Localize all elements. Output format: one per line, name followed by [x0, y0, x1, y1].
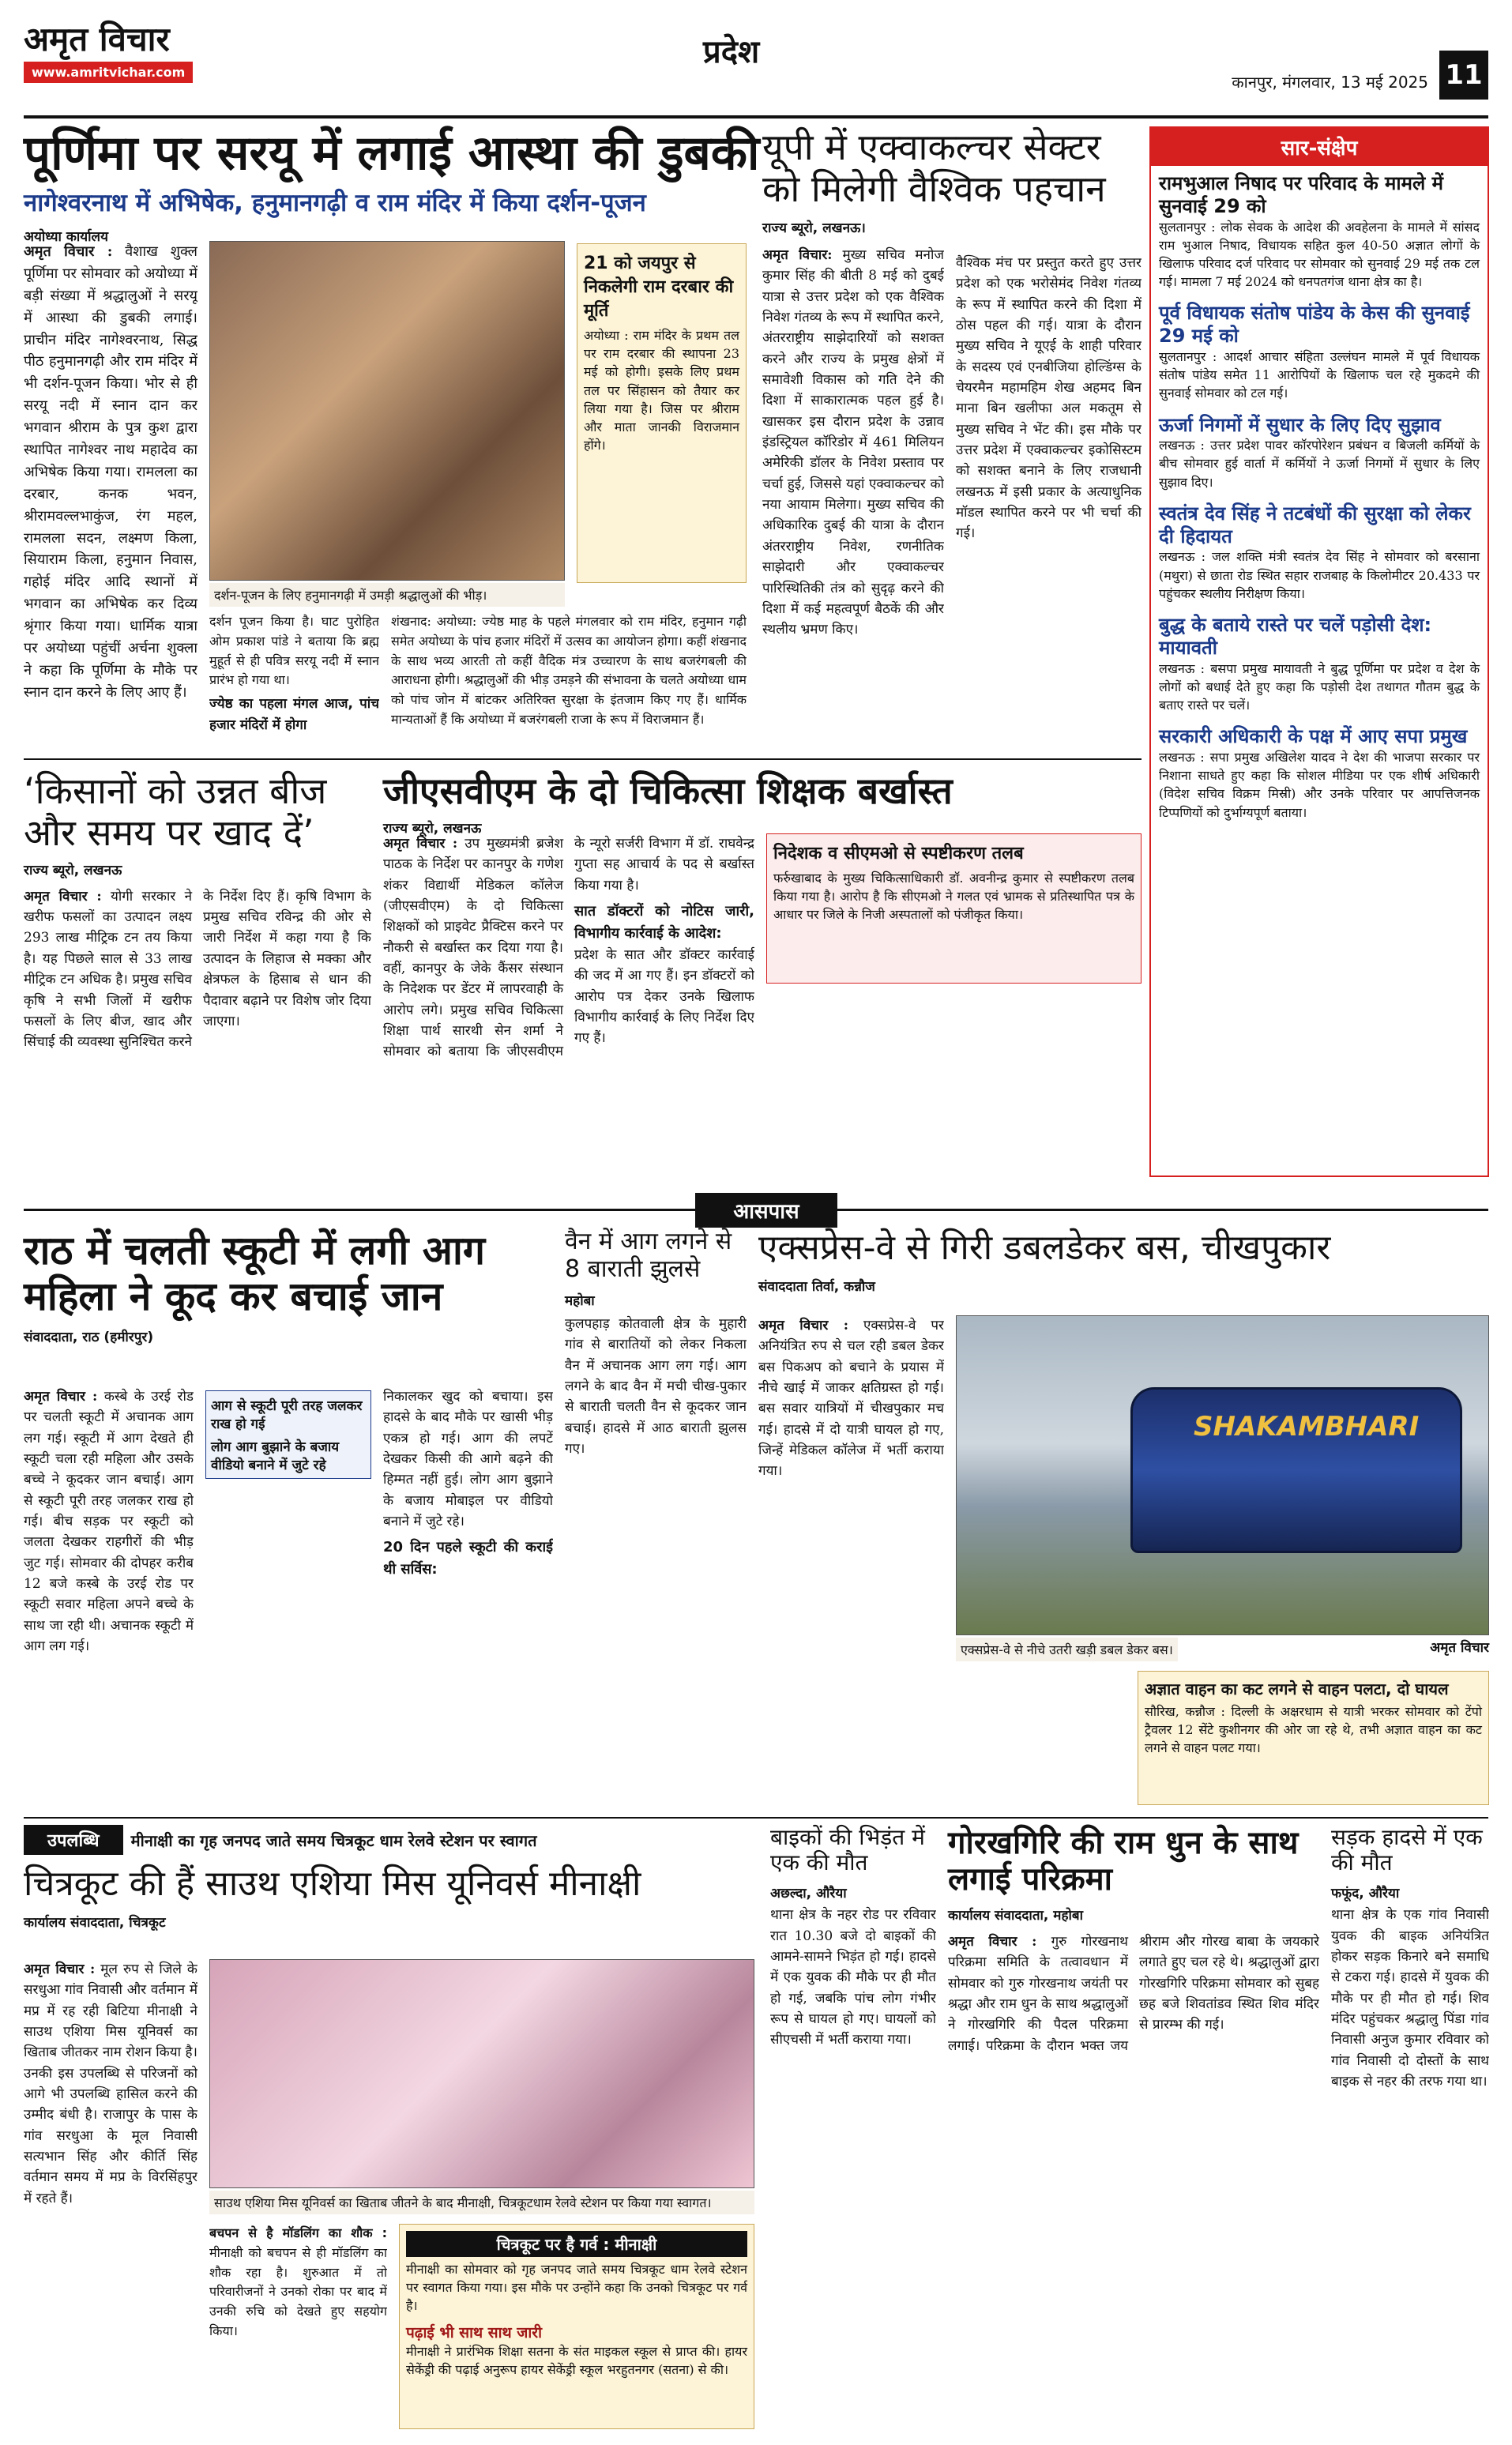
- sidebar-item: [1159, 614, 1480, 714]
- bus-text: एक्सप्रेस-वे पर अनियंत्रित रुप से चल रही डबल डेकर बस पिकअप को बचाने के प्रयास में नीचे खाई में जाकर क्षतिग्रस्त हो गई। बस सवार यात्रियों में चीखपुकार मच गई। हादसे में दो यात्री घायल हो गए, जिन्हें मेडिकल कॉलेज में भर्ती कराया गया।: [758, 1318, 944, 1480]
- upalabdhi-body: [24, 1959, 197, 2429]
- bus-body: [758, 1315, 944, 1805]
- kisan-story: [24, 770, 371, 1181]
- page-number: 11: [1439, 51, 1488, 100]
- aaspaas-label: आसपास: [695, 1193, 837, 1228]
- gsvm-text: उप मुख्यमंत्री ब्रजेश पाठक के निर्देश पर कानपुर के गणेश शंकर विद्यार्थी मेडिकल कॉलेज (जीएसवीएम) के दो चिकित्सा शिक्षकों को प्राइवेट प्रैक्टिस करने पर नौकरी से बर्खास्त कर दिया गया है। वहीं, कानपुर के जेके कैंसर संस्थान के निदेशक पर डेंटर में लापरवाही के आरोप लगे। प्रमुख सचिव चिकित्सा शिक्षा पार्थ सारथी सेन शर्मा ने सोमवार को बताया कि जीएसवीएम के न्यूरो सर्जरी विभाग में डॉ. राघवेन्द्र गुप्ता सह आचार्य के पद से बर्खास्त किया गया है।: [383, 836, 754, 1060]
- bike-headline: बाइकों की भिड़ंत में एक की मौत: [770, 1824, 925, 1876]
- sidebar-item-body: सुलतानपुर : लोक सेवक के आदेश की अवहेलना के मामले में सांसद राम भुआल निषाद, विधायक सहित कुल 40-50 अज्ञात लोगों के खिलाफ परिवाद दर्ज परिवाद पर सोमवार को सुनवाई 29 मई तक टल गई। मामला 7 मई 2024 को धनपतगंज थाना क्षेत्र का है।: [1159, 219, 1480, 290]
- sidebar-item-body: लखनऊ : बसपा प्रमुख मायावती ने बुद्ध पूर्णिमा पर प्रदेश व देश के लोगों को बधाई देते हुए कहा कि पड़ोसी देश तथागत गौतम बुद्ध के बताए रास्ते पर चलें।: [1159, 660, 1480, 713]
- sidebar-item-body: लखनऊ : जल शक्ति मंत्री स्वतंत्र देव सिंह ने सोमवार को बरसाना (मथुरा) से छाता रोड स्थित सहार राजबाह के किलोमीटर 20.433 पर पहुंचकर स्थलीय निरीक्षण किया।: [1159, 549, 1480, 601]
- sidebar-item: [1159, 502, 1480, 603]
- inset-title: 21 को जयपुर से निकलेगी राम दरबार की मूर्ति: [584, 254, 734, 321]
- gsvm-byline: राज्य ब्यूरो, लखनऊ: [383, 820, 482, 837]
- scooty-body-2: [383, 1386, 553, 1805]
- garv-inset: [399, 2224, 754, 2429]
- sidebar-item-title: ऊर्जा निगमों में सुधार के लिए दिए सुझाव: [1159, 413, 1441, 436]
- gorakh-headline: गोरखगिरि की राम धुन के साथ लगाई परिक्रमा: [948, 1825, 1299, 1898]
- upalabdhi-photo-caption: साउथ एशिया मिस यूनिवर्स का खिताब जीतने के बाद मीनाक्षी, चित्रकूटधाम रेलवे स्टेशन पर किया गया स्वागत।: [209, 2191, 754, 2214]
- scooty-text-2: निकालकर खुद को बचाया। इस हादसे के बाद मौके पर खासी भीड़ एकत्र हो गई। आग की लपटें देखकर किसी की आगे बढ़ने की हिम्मत नहीं हुई। लोग आग बुझाने के बजाय मोबाइल पर वीडियो बनाने में जुटे रहे।: [383, 1389, 553, 1530]
- sidebar-title: सार-संक्षेप: [1151, 128, 1488, 166]
- miss-universe-photo: [209, 1959, 754, 2188]
- wedding-headline: वैन में आग लगने से 8 बाराती झुलसे: [565, 1228, 732, 1283]
- kisan-byline: राज्य ब्यूरो, लखनऊ: [24, 862, 122, 878]
- scooty-sub-title: 20 दिन पहले स्कूटी की कराई थी सर्विस:: [383, 1539, 553, 1578]
- cmo-inset: [766, 833, 1142, 984]
- lead-photo: [209, 241, 565, 581]
- lead-sub-title: ज्येष्ठ का पहला मंगल आज, पांच हजार मंदिरों में होगा: [209, 696, 379, 733]
- scooty-byline: संवाददाता, राठ (हमीरपुर): [24, 1330, 154, 1345]
- aqua-headline: यूपी में एक्वाकल्चर सेक्टर को मिलेगी वैश्विक पहचान: [762, 126, 1106, 210]
- bike-body: थाना क्षेत्र के नहर रोड पर रविवार रात 10.30 बजे दो बाइकों की आमने-सामने भिड़ंत हो गई। हादसे में एक युवक की मौके पर ही मौत हो गई, जबकि पांच लोग गंभीर रूप से घायल हो गए। घायलों को सीएचसी में भर्ती कराया गया।: [770, 1907, 936, 2048]
- gsvm-headline: जीएसवीएम के दो चिकित्सा शिक्षक बर्खास्त: [383, 769, 953, 812]
- sidebar-item-body: लखनऊ : उत्तर प्रदेश पावर कॉरपोरेशन प्रबंधन व बिजली कर्मियों के बीच सोमवार हुई वार्ता में कर्मियों ने ऊर्जा निगमों में सुधार के लिए सुझाव दिए।: [1159, 438, 1480, 490]
- aqua-body: [762, 245, 944, 747]
- divider: [24, 1817, 1488, 1819]
- lead-text-3: शंखनाद: अयोध्या: ज्येष्ठ माह के पहले मंगलवार को राम मंदिर, हनुमान गढ़ी समेत अयोध्या के पांच हजार मंदिरों में उत्सव का आयोजन होगा। कहीं शंखनाद के साथ भव्य आरती तो कहीं वैदिक मंत्र उच्चारण के साथ बजरंगबली की आराधना होगी। श्रद्धालुओं की भीड़ उमड़ने की संभावना के चलते अयोध्या धाम को पांच जोन में बांटकर अतिरिक्त सुरक्षा के इंतजाम किए गए हैं। धार्मिक मान्यताओं हैं कि अयोध्या में बजरंगबली राजा के रूप में विराजमान हैं।: [391, 614, 747, 727]
- upalabdhi-strap: मीनाक्षी का गृह जनपद जाते समय चित्रकूट धाम रेलवे स्टेशन पर स्वागत: [130, 1830, 537, 1850]
- road-story: [1331, 1825, 1489, 2433]
- bike-story: [770, 1825, 936, 2433]
- lead-photo-caption: दर्शन-पूजन के लिए हनुमानगढ़ी में उमड़ी श्रद्धालुओं की भीड़।: [209, 583, 565, 607]
- upalabdhi-sub-body: मीनाक्षी को बचपन से ही मॉडलिंग का शौक रहा है। शुरुआत में तो परिवारीजनों ने उनको रोका पर बाद में उनकी रुचि को देखते हुए सहयोग किया।: [209, 2244, 387, 2338]
- bus-caption-row: [956, 1638, 1489, 1661]
- lead-tag: अमृत विचार :: [24, 243, 113, 260]
- bus-photo-caption: एक्सप्रेस-वे से नीचे उतरी खड़ी डबल डेकर बस।: [956, 1638, 1178, 1661]
- scooty-lead: अमृत विचार :: [24, 1389, 98, 1405]
- upalabdhi-story: [24, 1825, 758, 2433]
- scooty-headline: राठ में चलती स्कूटी में लगी आग महिला ने कूद कर बचाई जान: [24, 1228, 486, 1319]
- inset-body: अयोध्या : राम मंदिर के प्रथम तल पर राम दरबार की स्थापना 23 मई को होगी। इसके लिए प्रथम तल पर सिंहासन को तैयार कर लिया गया है। जिस पर श्रीराम और माता जानकी विराजमान होंगे।: [584, 328, 739, 453]
- gorakh-text: गुरु गोरखनाथ परिक्रमा समिति के तत्वावधान में सोमवार को गुरु गोरखनाथ जयंती पर श्रद्धा और राम धुन के साथ श्रद्धालुओं ने गोरखगिरि की पैदल परिक्रमा लगाई। परिक्रमा के दौरान भक्त जय श्रीराम और गोरख बाबा के जयकारे लगाते हुए चल रहे थे। श्रद्धालुओं द्वारा गोरखगिरि परिक्रमा सोमवार को सुबह छह बजे शिवतांडव स्थित शिव मंदिर से प्रारम्भ की गई।: [948, 1934, 1319, 2054]
- sidebar-item-title: बुद्ध के बताये रास्ते पर चलें पड़ोसी देश: मायावती: [1159, 614, 1432, 659]
- website-url[interactable]: www.amritvichar.com: [24, 62, 193, 83]
- padhai-title: पढ़ाई भी साथ साथ जारी: [406, 2323, 542, 2342]
- upalabdhi-header: [24, 1825, 758, 1855]
- scooty-text: कस्बे के उरई रोड पर चलती स्कूटी में अचानक आग लग गई। स्कूटी में आग देखते ही स्कूटी चला रही महिला और उसके बच्चे ने कूदकर जान बचाई। आग से स्कूटी पूरी तरह जलकर राख हो गई। बीच सड़क पर स्कूटी को जलता देखकर राहगीरों की भीड़ जुट गई। सोमवार की दोपहर करीब 12 बजे कस्बे के उरई रोड पर स्कूटी सवार महिला अपने बच्चे के साथ जा रही थी। अचानक स्कूटी में आग लग गई।: [24, 1389, 194, 1655]
- lead-body-2: [209, 612, 379, 750]
- gorakh-lead: अमृत विचार :: [948, 1934, 1037, 1950]
- gsvm-lead: अमृत विचार :: [383, 836, 458, 852]
- padhai-body: मीनाक्षी ने प्रारंभिक शिक्षा सतना के संत माइकल स्कूल से प्राप्त की। हायर सेकेंड्री की पढ़ाई अनुरूप हायर सेकेंड्री स्कूल भरहुतनगर (सतना) से की।: [406, 2343, 747, 2377]
- sidebar-item-title: पूर्व विधायक संतोष पांडेय के केस की सुनवाई 29 मई को: [1159, 302, 1470, 348]
- bus-photo: [956, 1315, 1489, 1635]
- photo-credit: अमृत विचार: [1430, 1640, 1489, 1656]
- bus-lead: अमृत विचार :: [758, 1318, 849, 1333]
- bus-headline: एक्सप्रेस-वे से गिरी डबलडेकर बस, चीखपुकार: [758, 1228, 1331, 1268]
- section-title: प्रदेश: [703, 34, 760, 70]
- gsvm-body: [383, 833, 754, 1177]
- scooty-bullet: लोग आग बुझाने के बजाय वीडियो बनाने में जुटे रहे: [211, 1439, 340, 1473]
- road-byline: फफूंद, औरैया: [1331, 1886, 1400, 1902]
- wedding-body: कुलपहाड़ कोतवाली क्षेत्र के मुहारी गांव से बारातियों को लेकर निकला वैन में अचानक आग लग गई। आग लगने के बाद वैन में मची चीख-पुकार से बाराती चलती वैन से कूदकर जान बचाई। हादसे में आठ बाराती झुलस गए।: [565, 1316, 747, 1458]
- aqua-body-2: [956, 134, 1142, 747]
- wedding-byline: महोबा: [565, 1293, 595, 1309]
- gsvm-sub-body: प्रदेश के सात और डॉक्टर कार्रवाई की जद में आ गए हैं। इन डॉक्टरों को आरोप पत्र देकर उनके खिलाफ विभागीय कार्रवाई के लिए निर्देश दिए गए हैं।: [574, 946, 754, 1047]
- kisan-body: [24, 886, 371, 1171]
- upalabdhi-byline: कार्यालय संवाददाता, चित्रकूट: [24, 1914, 166, 1931]
- lead-body-3: [391, 612, 747, 750]
- sidebar-item-title: रामभुआल निषाद पर परिवाद के मामले में सुनवाई 29 को: [1159, 172, 1443, 217]
- sidebar-item-body: सुलतानपुर : आदर्श आचार संहिता उल्लंघन मामले में पूर्व विधायक संतोष पांडेय समेत 11 आरोपियों के खिलाफ चल रहे मुकदमे की सुनवाई सोमवार को टल गई।: [1159, 348, 1480, 401]
- lead-body: [24, 241, 197, 747]
- kisan-headline: ‘किसानों को उन्नत बीज और समय पर खाद दें’: [24, 769, 327, 854]
- ram-darbar-inset: [577, 243, 747, 583]
- kisan-lead: अमृत विचार :: [24, 888, 102, 905]
- lead-story: [24, 126, 760, 750]
- aqua-lead: अमृत विचार:: [762, 247, 833, 263]
- newspaper-logo: अमृत विचार: [24, 20, 170, 58]
- sidebar-item: [1159, 172, 1480, 291]
- divider: [24, 758, 1142, 760]
- scooty-story: [24, 1228, 553, 1809]
- road-headline: सड़क हादसे में एक की मौत: [1331, 1824, 1483, 1876]
- sidebar-item: [1159, 725, 1480, 822]
- wedding-story: [565, 1228, 747, 1809]
- gorakh-body: [948, 1932, 1319, 2406]
- lead-subheadline: नागेश्वरनाथ में अभिषेक, हनुमानगढ़ी व राम मंदिर में किया दर्शन-पूजन: [24, 189, 646, 217]
- aqua-text: मुख्य सचिव मनोज कुमार सिंह की बीती 8 मई को दुबई यात्रा से उत्तर प्रदेश को एक वैश्विक निवेश गंतव्य के रूप में स्थापित करने, अंतरराष्ट्रीय साझेदारियों को सशक्त करने और राज्य के प्रमुख क्षेत्रों में समावेशी विकास को गति देने की दिशा में साकारात्मक पहल हुई है। खासकर इस दौरान प्रदेश के उन्नाव इंडस्ट्रियल कॉरिडोर में 461 मिलियन अमेरिकी डॉलर के निवेश प्रस्ताव पर चर्चा हुई, जिससे यहां एक्वाकल्चर को नया आयाम मिलेगा। मुख्य सचिव की अधिकारिक दुबई की यात्रा के दौरान अंतरराष्ट्रीय निवेश, रणनीतिक साझेदारी और एक्वाकल्चर पारिस्थितिकी तंत्र को सुदृढ़ करने की दिशा में कई महत्वपूर्ण बैठकें की और स्थलीय भ्रमण किए।: [762, 247, 944, 638]
- scooty-body: [24, 1386, 194, 1805]
- sidebar-item-title: स्वतंत्र देव सिंह ने तटबंधों की सुरक्षा को लेकर दी हिदायत: [1159, 502, 1471, 547]
- upalabdhi-sub-title: बचपन से है मॉडलिंग का शौक :: [209, 2225, 387, 2240]
- sidebar-item-body: लखनऊ : सपा प्रमुख अखिलेश यादव ने देश की भाजपा सरकार पर निशाना साधते हुए कहा कि सोशल मीडिया पर एक शीर्ष अधिकारी (विदेश सचिव विक्रम मिस्री) और उनके परिवार पर आपत्तिजनक टिप्पणियों को दुर्भाग्यपूर्ण बताया।: [1159, 749, 1480, 820]
- lead-byline: अयोध्या कार्यालय: [24, 229, 108, 245]
- bike-byline: अछल्दा, औरैया: [770, 1886, 847, 1902]
- scooty-bullets: [205, 1390, 371, 1479]
- lead-headline: पूर्णिमा पर सरयू में लगाई आस्था की डुबकी: [24, 126, 760, 181]
- bus-story: [758, 1228, 1489, 1809]
- upalabdhi-text: मूल रुप से जिले के सरधुआ गांव निवासी और वर्तमान में मप्र में रह रही बिटिया मीनाक्षी ने साउथ एशिया मिस यूनिवर्स का खिताब जीतकर नाम रोशन किया है। उनकी इस उपलब्धि से परिजनों को आगे भी उपलब्धि हासिल करने की उम्मीद बंधी है। राजापुर के पास के गांव सरधुआ के मूल निवासी सत्यभान सिंह और कीर्ति सिंह वर्तमान समय में मप्र के विरसिंहपुर में रहते हैं।: [24, 1962, 197, 2206]
- upalabdhi-headline: चित्रकूट की हैं साउथ एशिया मिस यूनिवर्स मीनाक्षी: [24, 1864, 641, 1904]
- gorakh-byline: कार्यालय संवाददाता, महोबा: [948, 1908, 1084, 1924]
- cmo-inset-title: निदेशक व सीएमओ से स्पष्टीकरण तलब: [773, 844, 1024, 863]
- garv-inset-body: मीनाक्षी का सोमवार को गृह जनपद जाते समय चित्रकूट धाम रेलवे स्टेशन पर स्वागत किया गया। इस मौके पर उन्होंने कहा कि उनको चित्रकूट पर गर्व है।: [406, 2262, 747, 2314]
- kisan-text: योगी सरकार ने खरीफ फसलों का उत्पादन लक्ष्य 293 लाख मीट्रिक टन तय किया है। यह पिछले साल से 33 लाख मीट्रिक टन अधिक है। प्रमुख सचिव कृषि ने सभी जिलों में खरीफ फसलों के लिए बीज, खाद और सिंचाई की व्यवस्था सुनिश्चित करने के निर्देश दिए हैं। कृषि विभाग के प्रमुख सचिव रविन्द्र की ओर से जारी निर्देश में कहा गया है कि उत्पादन के लिहाज से मक्का और क्षेत्रफल के हिसाब से धान की पैदावार बढ़ाने पर विशेष जोर दिया जाएगा।: [24, 888, 371, 1051]
- road-body: थाना क्षेत्र के एक गांव निवासी युवक की बाइक अनियंत्रित होकर सड़क किनारे बने समाधि से टकरा गई। हादसे में युवक की मौके पर ही मौत हो गई। शिव मंदिर पहुंचकर श्रद्धालु पिंडा गांव निवासी अनुज कुमार रविवार को गांव निवासी दो दोस्तों के साथ बाइक से नहर की तरफ गया था।: [1331, 1907, 1489, 2090]
- cmo-inset-body: फर्रुखाबाद के मुख्य चिकित्साधिकारी डॉ. अवनीन्द्र कुमार से स्पष्टीकरण तलब किया गया है। आरोप है कि सीएमओ ने गलत एवं भ्रामक से प्रतिस्थापित पत्र के आधार पर जिले के निजी अस्पतालों को पंजीकृत किया।: [773, 871, 1134, 923]
- garv-inset-title: चित्रकूट पर है गर्व : मीनाक्षी: [406, 2231, 747, 2257]
- aqua-byline: राज्य ब्यूरो, लखनऊ।: [762, 220, 866, 236]
- sidebar-item: [1159, 302, 1480, 402]
- sidebar-list: [1151, 166, 1488, 828]
- scooty-bullet: आग से स्कूटी पूरी तरह जलकर राख हो गई: [211, 1398, 363, 1432]
- lead-text-2: दर्शन पूजन किया है। घाट पुरोहित ओम प्रकाश पांडे ने बताया कि ब्रह्म मुहूर्त से ही पवित्र सरयू नदी में स्नान प्रारंभ हो गया था।: [209, 614, 379, 688]
- gsvm-story: [383, 770, 1142, 1181]
- masthead: [24, 16, 1488, 118]
- accident-inset: [1138, 1671, 1489, 1805]
- accident-inset-title: अज्ञात वाहन का कट लगने से वाहन पलटा, दो घायल: [1145, 1680, 1449, 1698]
- upalabdhi-lead: अमृत विचार :: [24, 1962, 96, 1977]
- gorakh-story: [948, 1825, 1319, 2433]
- upalabdhi-label: उपलब्धि: [24, 1825, 123, 1855]
- lead-text: वैशाख शुक्ल पूर्णिमा पर सोमवार को अयोध्या में बड़ी संख्या में श्रद्धालुओं ने सरयू में आस्था की डुबकी लगाई। प्राचीन मंदिर नागेश्वरनाथ, सिद्ध पीठ हनुमानगढ़ी और राम मंदिर में भी दर्शन-पूजन किया। भोर से ही सरयू नदी में स्नान दान कर भगवान श्रीराम के पुत्र कुश द्वारा स्थापित नागेश्वर नाथ महादेव का अभिषेक किया गया। रामलला का दरबार, कनक भवन, श्रीरामवल्लभाकुंज, रंग महल, रामलला सदन, लक्ष्मण किला, सियाराम किला, हनुमान निवास, गहोई मंदिर आदि स्थानों में भगवान का अभिषेक कर दिव्य श्रृंगार किया गया। धार्मिक यात्रा पर अयोध्या पहुंचीं अर्चना शुक्ला ने कहा कि पूर्णिमा के मौके पर स्नान दान करने के लिए आए हैं।: [24, 243, 197, 701]
- bus-byline: संवाददाता तिर्वा, कन्नौज: [758, 1278, 875, 1295]
- aquaculture-story: [762, 126, 1142, 750]
- sidebar-item-title: सरकारी अधिकारी के पक्ष में आए सपा प्रमुख: [1159, 725, 1468, 748]
- sidebar-item: [1159, 414, 1480, 491]
- aqua-text-2: वैश्विक मंच पर प्रस्तुत करते हुए उत्तर प्रदेश को एक भरोसेमंद निवेश गंतव्य के रूप में स्थापित करने की दिशा में ठोस पहल की गई। यात्रा के दौरान मुख्य सचिव ने यूएई के शाही परिवार के सदस्य एवं एनबीजिया होल्डिंग्स के चेयरमैन महामहिम शेख अहमद बिन माना बिन खलीफा अल मकतूम से मुख्य सचिव ने भेंट की। इस मौके पर उत्तर प्रदेश में एक्वाकल्चर इकोसिस्टम को सशक्त बनाने के लिए राजधानी लखनऊ में इसी प्रकार के अत्याधुनिक मॉडल स्थापित करने पर भी चर्चा की गई।: [956, 255, 1142, 542]
- dateline: कानपुर, मंगलवार, 13 मई 2025: [1232, 73, 1428, 92]
- sidebar-briefs: [1149, 126, 1489, 1177]
- bus-lettering: SHAKAMBHARI: [1194, 1411, 1420, 1443]
- gsvm-sub-title: सात डॉक्टरों को नोटिस जारी, विभागीय कार्रवाई के आदेश:: [574, 903, 754, 942]
- accident-inset-body: सौरिख, कन्नौज : दिल्ली के अक्षरधाम से यात्री भरकर सोमवार को टेंपो ट्रैवलर 12 सेंटे कुशीनगर की ओर जा रहे थे, तभी अज्ञात वाहन का कट लगने से वाहन पलट गया।: [1145, 1704, 1482, 1756]
- upalabdhi-body-2: [209, 2224, 387, 2429]
